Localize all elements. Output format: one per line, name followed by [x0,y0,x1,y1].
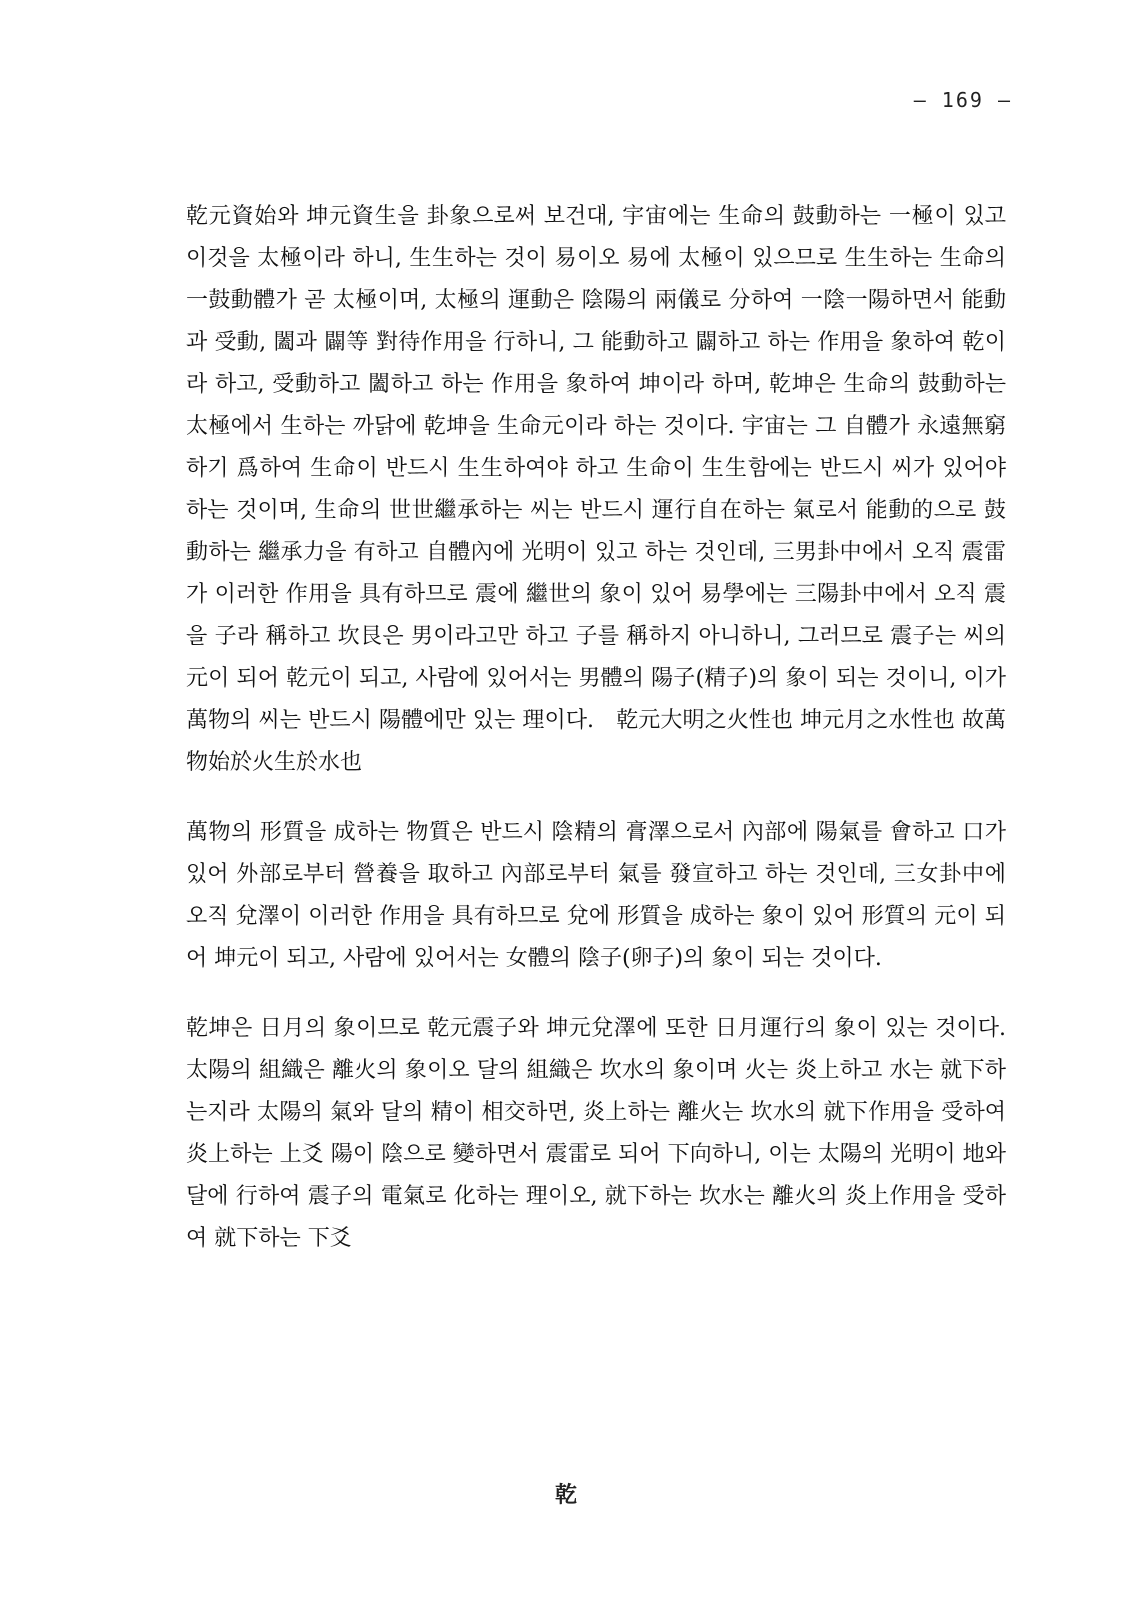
document-body [186,196,1006,1260]
page-footer-label: 乾 [554,1482,577,1508]
paragraph-3: 乾坤은 日月의 象이므로 乾元震子와 坤元兌澤에 또한 日月運行의 象이 있는 것이다. 太陽의 組織은 離火의 象이오 달의 組織은 坎水의 象이며 火는 炎上하고 水는 就下하는지라 太陽의 氣와 달의 精이 相交하면, 炎上하는 離火는 坎水의 就下作用을 受하여 炎上하는 上爻 陽이 陰으로 變하면서 震雷로 되어 下向하니, 이는 太陽의 光明이 地와 달에 行하여 震子의 電氣로 化하는 理이오, 就下하는 坎水는 離火의 炎上作用을 受하여 就下하는 下爻 [186,1016,1006,1251]
page-number: — 169 — [913,88,1012,112]
paragraph-2: 萬物의 形質을 成하는 物質은 반드시 陰精의 膏澤으로서 內部에 陽氣를 會하고 口가 있어 外部로부터 營養을 取하고 內部로부터 氣를 發宣하고 하는 것인데, 三女卦中에 오직 兌澤이 이러한 作用을 具有하므로 兌에 形質을 成하는 象이 있어 形質의 元이 되어 坤元이 되고, 사람에 있어서는 女體의 陰子(卵子)의 象이 되는 것이다. [186,820,1006,971]
paragraph-1: 乾元資始와 坤元資生을 卦象으로써 보건대, 宇宙에는 生命의 鼓動하는 一極이 있고 이것을 太極이라 하니, 生生하는 것이 易이오 易에 太極이 있으므로 生生하는 生命의 一鼓動體가 곧 太極이며, 太極의 運動은 陰陽의 兩儀로 分하여 一陰一陽하면서 能動과 受動, 闔과 闢等 對待作用을 行하니, 그 能動하고 闢하고 하는 作用을 象하여 乾이라 하고, 受動하고 闔하고 하는 作用을 象하여 坤이라 하며, 乾坤은 生命의 鼓動하는 太極에서 生하는 까닭에 乾坤을 生命元이라 하는 것이다. 宇宙는 그 自體가 永遠無窮하기 爲하여 生命이 반드시 生生하여야 하고 生命이 生生함에는 반드시 씨가 있어야 하는 것이며, 生命의 世世繼承하는 씨는 반드시 運行自在하는 氣로서 能動的으로 鼓動하는 繼承力을 有하고 自體內에 光明이 있고 하는 것인데, 三男卦中에서 오직 震雷가 이러한 作用을 具有하므로 震에 繼世의 象이 있어 易學에는 三陽卦中에서 오직 震을 子라 稱하고 坎艮은 男이라고만 하고 子를 稱하지 아니하니, 그러므로 震子는 씨의 元이 되어 乾元이 되고, 사람에 있어서는 男體의 陽子(精子)의 象이 되는 것이니, 이가 萬物의 씨는 반드시 陽體에만 있는 理이다. 乾元大明之火性也 坤元月之水性也 故萬物始於火生於水也 [186,204,1006,775]
